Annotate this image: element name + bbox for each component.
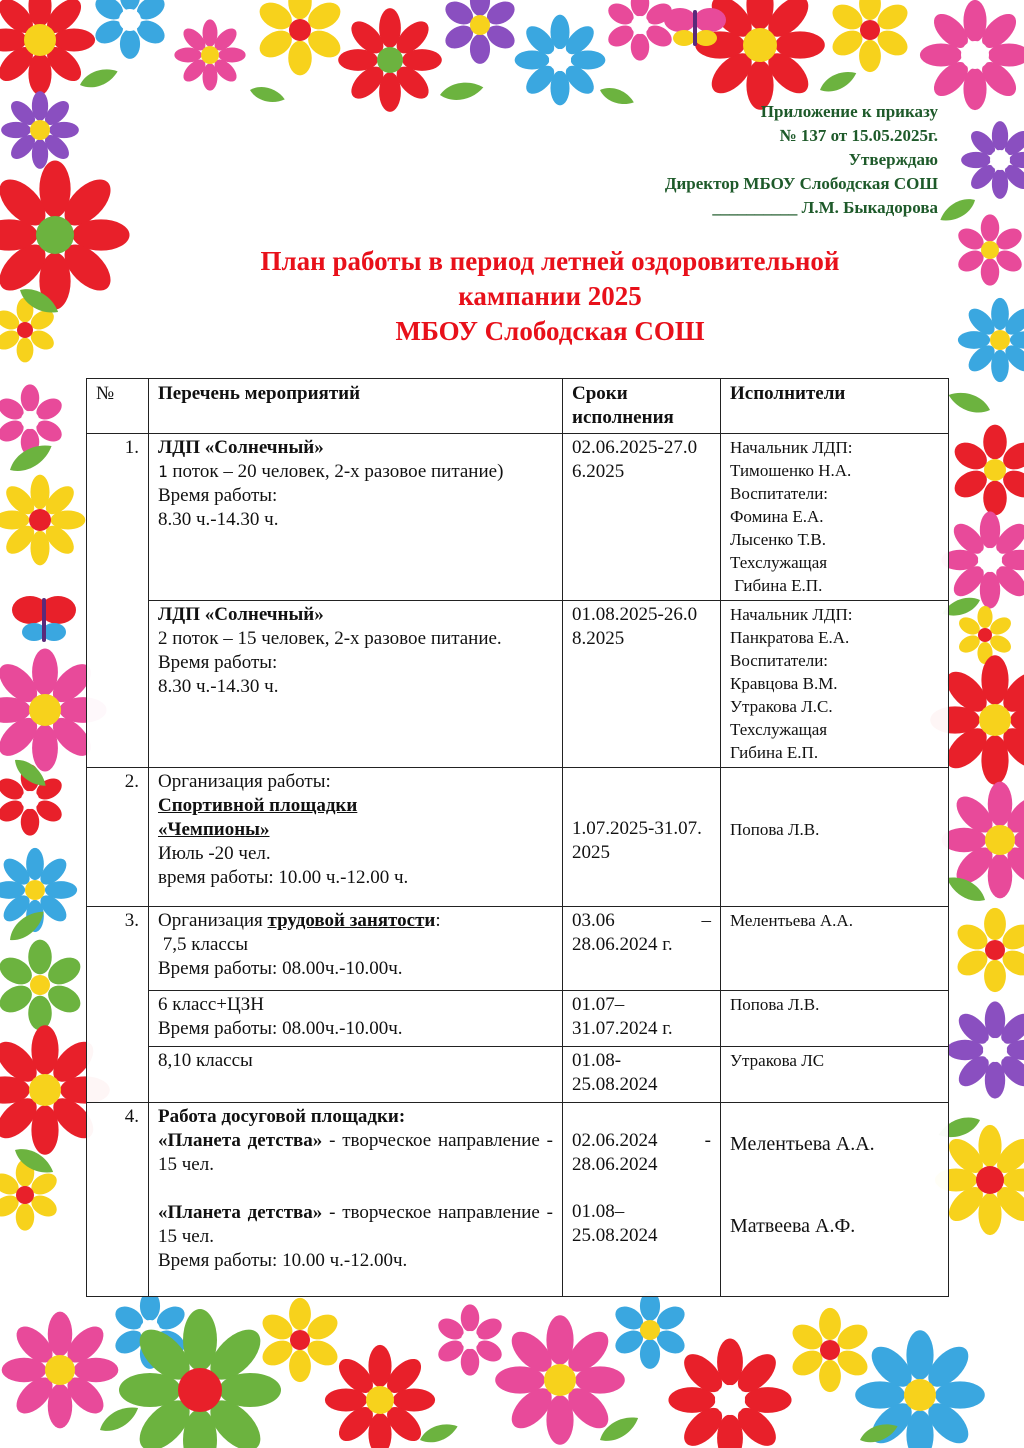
- event-text: - творческое направление - 15 чел.: [158, 1130, 553, 1175]
- executor-line: Тимошенко Н.А.: [730, 461, 852, 480]
- row-number: 2.: [87, 768, 149, 907]
- event-line: [158, 1129, 553, 1177]
- executor-line: Техслужащая: [730, 553, 828, 572]
- event-line: Время работы:: [158, 485, 278, 506]
- camp-title: ЛДП «Солнечный»: [158, 604, 324, 625]
- table-row: [87, 1103, 949, 1297]
- header-executors: Исполнители: [721, 379, 949, 434]
- stream-number: 1: [158, 462, 168, 481]
- event-line: Время работы: 08.00ч.-10.00ч.: [158, 958, 403, 979]
- row-number-empty: [87, 601, 149, 768]
- page-title: [190, 244, 910, 349]
- row-number: 1.: [87, 434, 149, 601]
- events-cell: [149, 1103, 563, 1297]
- approval-line-5: __________ Л.М. Быкадорова: [712, 198, 938, 217]
- event-line: 8.30 ч.-14.30 ч.: [158, 676, 279, 697]
- dates-text: 25.08.2024: [572, 1074, 658, 1095]
- approval-line-3: Утверждаю: [848, 150, 938, 169]
- sports-ground-link[interactable]: Спортивной площадки: [158, 795, 358, 816]
- event-line: Время работы: 10.00 ч.-12.00ч.: [158, 1250, 408, 1271]
- events-cell: [149, 768, 563, 907]
- row-number-empty: [87, 991, 149, 1047]
- executor-line: Кравцова В.М.: [730, 674, 838, 693]
- executor-line: Гибина Е.П.: [730, 576, 823, 595]
- executors-cell: [721, 601, 949, 768]
- dates-text: 02.06.2024 - 28.06.2024: [572, 1130, 711, 1175]
- executor-line: Мелентьева А.А.: [730, 911, 853, 930]
- table-row: [87, 768, 949, 907]
- program-name: «Планета детства»: [158, 1202, 323, 1223]
- executor-line: Воспитатели:: [730, 651, 829, 670]
- dates-text: 01.07–: [572, 994, 625, 1015]
- header-events: Перечень мероприятий: [149, 379, 563, 434]
- table-row: [87, 1047, 949, 1103]
- executors-cell: [721, 434, 949, 601]
- executors-cell: [721, 991, 949, 1047]
- event-line: Июль -20 чел.: [158, 843, 271, 864]
- event-line: 8,10 классы: [158, 1050, 253, 1071]
- dates-text: 01.08-: [572, 1050, 622, 1071]
- dates-text: 25.08.2024: [572, 1225, 658, 1246]
- dates-cell: [563, 768, 721, 907]
- dates-text: 1.07.2025-31.07.2025: [572, 818, 702, 863]
- table-row: [87, 434, 949, 601]
- executor-line: Начальник ЛДП:: [730, 605, 853, 624]
- event-text: и: [424, 910, 436, 931]
- event-line: 6 класс+ЦЗН: [158, 994, 264, 1015]
- executors-cell: [721, 1103, 949, 1297]
- executor-line: Утракова Л.С.: [730, 697, 833, 716]
- title-line-1: План работы в период летней оздоровительной: [260, 246, 840, 276]
- approval-block: [518, 100, 938, 220]
- executor-line: Лысенко Т.В.: [730, 530, 827, 549]
- title-line-2: кампании 2025: [458, 281, 642, 311]
- flower-icon: [2, 1291, 985, 1448]
- dates-text: 31.07.2024 г.: [572, 1018, 673, 1039]
- dates-text: 01.08.2025-26.08.2025: [572, 604, 698, 649]
- executor-line: Матвеева А.Ф.: [730, 1215, 856, 1237]
- header-dates: Сроки исполнения: [563, 379, 721, 434]
- dates-cell: [563, 991, 721, 1047]
- row-number: 3.: [87, 907, 149, 991]
- executor-line: Гибина Е.П.: [730, 743, 819, 762]
- champions-link[interactable]: «Чемпионы»: [158, 819, 270, 840]
- event-text: поток – 20 человек, 2-х разовое питание): [172, 461, 504, 482]
- event-line: [158, 460, 553, 484]
- event-line: Организация работы:: [158, 771, 331, 792]
- row-number: 4.: [87, 1103, 149, 1297]
- event-line: [158, 909, 553, 933]
- dates-row: [572, 909, 711, 933]
- title-line-3: МБОУ Слободская СОШ: [395, 316, 705, 346]
- program-name: «Планета детства»: [158, 1130, 323, 1151]
- plan-table: [86, 378, 949, 1297]
- butterfly-icon: [12, 596, 76, 642]
- events-cell: [149, 601, 563, 768]
- executor-line: Начальник ЛДП:: [730, 438, 853, 457]
- event-text: Организация: [158, 910, 268, 931]
- event-line: 8.30 ч.-14.30 ч.: [158, 509, 279, 530]
- executor-line: Попова Л.В.: [730, 820, 820, 839]
- table-row: [87, 601, 949, 768]
- event-line: Время работы: 08.00ч.-10.00ч.: [158, 1018, 403, 1039]
- dates-cell: [563, 601, 721, 768]
- header-num: №: [87, 379, 149, 434]
- event-line: время работы: 10.00 ч.-12.00 ч.: [158, 867, 409, 888]
- events-cell: [149, 907, 563, 991]
- dates-dash: –: [701, 910, 711, 931]
- row-number-empty: [87, 1047, 149, 1103]
- executor-line: Техслужащая: [730, 720, 828, 739]
- dates-cell: [563, 907, 721, 991]
- dates-text: 02.06.2025-27.06.2025: [572, 437, 698, 482]
- executor-line: Панкратова Е.А.: [730, 628, 850, 647]
- events-cell: [149, 434, 563, 601]
- event-text: :: [435, 910, 441, 931]
- dates-cell: [563, 1047, 721, 1103]
- dates-text: 28.06.2024 г.: [572, 934, 673, 955]
- executor-line: Утракова ЛС: [730, 1051, 825, 1070]
- camp-title: ЛДП «Солнечный»: [158, 437, 324, 458]
- executor-line: Попова Л.В.: [730, 995, 820, 1014]
- approval-line-1: Приложение к приказу: [760, 102, 938, 121]
- dates-text: 03.06: [572, 910, 615, 931]
- executors-cell: [721, 1047, 949, 1103]
- dates-text: 01.08–: [572, 1201, 625, 1222]
- table-row: [87, 907, 949, 991]
- executor-line: Мелентьева А.А.: [730, 1133, 875, 1155]
- event-line: 2 поток – 15 человек, 2-х разовое питание.: [158, 628, 502, 649]
- flower-icon: [0, 0, 1024, 112]
- executor-line: Фомина Е.А.: [730, 507, 824, 526]
- approval-line-2: № 137 от 15.05.2025г.: [779, 126, 938, 145]
- event-line: Время работы:: [158, 652, 278, 673]
- leisure-ground-title: Работа досуговой площадки:: [158, 1106, 406, 1127]
- events-cell: [149, 1047, 563, 1103]
- event-text: - творческое направление - 15 чел.: [158, 1202, 553, 1247]
- executors-cell: [721, 907, 949, 991]
- executor-line: Воспитатели:: [730, 484, 829, 503]
- approval-line-4: Директор МБОУ Слободская СОШ: [664, 174, 938, 193]
- table-row: [87, 991, 949, 1047]
- executors-cell: [721, 768, 949, 907]
- labor-employment-link[interactable]: трудовой занятост: [267, 910, 425, 931]
- events-cell: [149, 991, 563, 1047]
- event-line: [158, 1201, 553, 1249]
- dates-cell: [563, 1103, 721, 1297]
- dates-cell: [563, 434, 721, 601]
- event-line: 7,5 классы: [158, 934, 249, 955]
- table-header-row: [87, 379, 949, 434]
